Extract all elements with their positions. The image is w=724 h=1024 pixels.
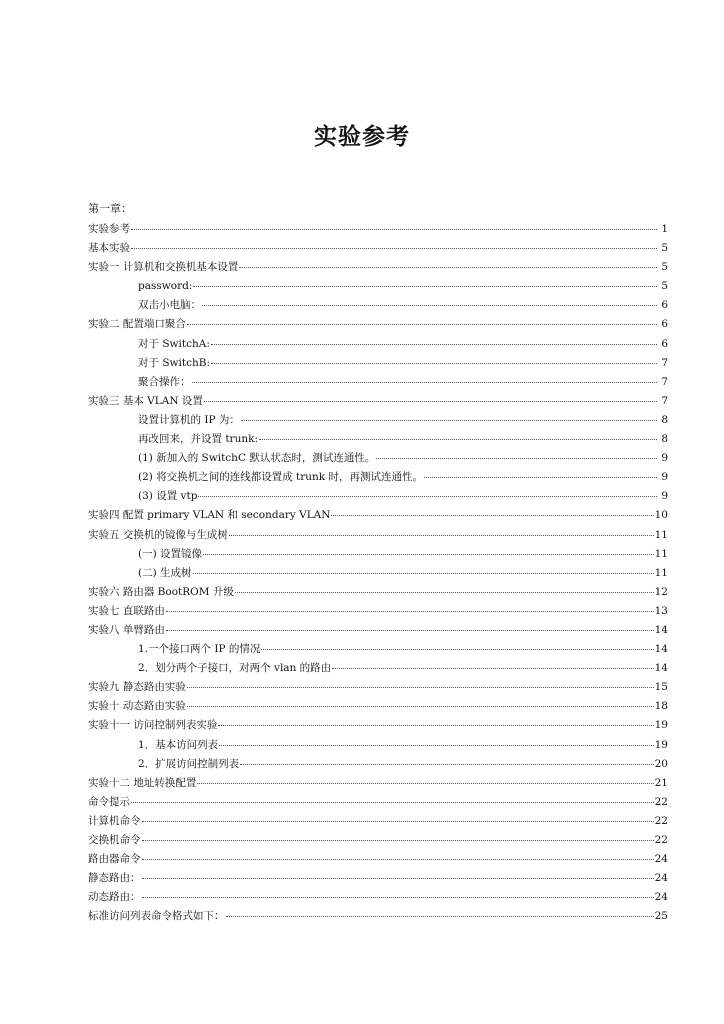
- toc-entry-label: 双击小电脑：: [138, 299, 201, 312]
- toc-page-number: 5: [661, 280, 668, 293]
- toc-entry-label: 实验十 动态路由实验: [88, 700, 186, 713]
- toc-dot-leader: [131, 802, 654, 803]
- toc-entry-label: 对于 SwitchA:: [138, 337, 210, 350]
- toc-entry[interactable]: [88, 716, 668, 735]
- toc-entry-label: 实验三 基本 VLAN 设置: [88, 394, 203, 407]
- toc-entry-label: 实验八 单臂路由: [88, 623, 165, 636]
- toc-entry[interactable]: [88, 774, 668, 793]
- toc-page-number: 7: [661, 375, 668, 388]
- toc-page-number: 11: [654, 547, 668, 560]
- toc-entry[interactable]: [88, 335, 668, 354]
- toc-dot-leader: [235, 592, 654, 593]
- toc-entry-label: 路由器命令: [88, 853, 141, 866]
- toc-dot-leader: [240, 764, 653, 765]
- toc-entry[interactable]: [88, 526, 668, 545]
- toc-dot-leader: [198, 496, 657, 497]
- toc-dot-leader: [142, 878, 654, 879]
- toc-entry-label: (2) 将交换机之间的连线都设置成 trunk 时，再测试连通性。: [138, 471, 424, 484]
- toc-page-number: 14: [654, 643, 668, 656]
- toc-dot-leader: [193, 286, 657, 287]
- toc-page-number: 20: [654, 757, 668, 770]
- toc-page-number: 6: [661, 318, 668, 331]
- toc-entry[interactable]: [88, 888, 668, 907]
- toc-dot-leader: [187, 324, 657, 325]
- toc-entry[interactable]: [88, 755, 668, 774]
- toc-entry-label: 实验六 路由器 BootROM 升级: [88, 585, 234, 598]
- toc-page-number: 1: [661, 223, 668, 235]
- toc-dot-leader: [142, 859, 654, 860]
- toc-dot-leader: [204, 401, 657, 402]
- toc-dot-leader: [202, 305, 657, 306]
- toc-entry-label: 1．基本访问列表: [138, 738, 219, 751]
- toc-dot-leader: [239, 267, 657, 268]
- toc-entry-label: 静态路由：: [88, 872, 141, 885]
- toc-entry[interactable]: [88, 831, 668, 850]
- toc-entry-label: 实验二 配置端口聚合: [88, 318, 186, 331]
- toc-dot-leader: [226, 916, 654, 917]
- toc-dot-leader: [203, 554, 654, 555]
- toc-dot-leader: [211, 344, 657, 345]
- toc-entry[interactable]: [88, 564, 668, 583]
- toc-dot-leader: [142, 840, 654, 841]
- toc-page-number: 9: [661, 452, 668, 465]
- toc-dot-leader: [187, 706, 654, 707]
- toc-entry-label: (二) 生成树: [138, 566, 192, 579]
- toc-entry[interactable]: [88, 411, 668, 430]
- toc-entry[interactable]: [88, 907, 668, 926]
- toc-entry-label: (1) 新加入的 SwitchC 默认状态时，测试连通性。: [138, 452, 376, 465]
- toc-dot-leader: [332, 668, 653, 669]
- toc-entry[interactable]: [88, 697, 668, 716]
- toc-page-number: 7: [661, 394, 668, 407]
- toc-entry-label: 实验五 交换机的镜像与生成树: [88, 528, 228, 541]
- toc-page-number: 9: [661, 471, 668, 484]
- toc-dot-leader: [187, 687, 654, 688]
- toc-entry[interactable]: [88, 468, 668, 487]
- toc-dot-leader: [261, 649, 653, 650]
- toc-page-number: 8: [661, 413, 668, 426]
- toc-dot-leader: [131, 248, 657, 249]
- toc-page-number: 24: [654, 872, 668, 885]
- toc-page-number: 5: [661, 242, 668, 255]
- toc-dot-leader: [376, 458, 657, 459]
- toc-page-number: 19: [654, 719, 668, 732]
- toc-entry[interactable]: [88, 220, 668, 239]
- toc-page-number: 11: [654, 528, 668, 541]
- toc-entry-label: 计算机命令: [88, 814, 141, 827]
- toc-page-number: 24: [654, 891, 668, 904]
- toc-entry-label: 命令提示: [88, 795, 130, 808]
- toc-entry[interactable]: [88, 449, 668, 468]
- toc-entry[interactable]: [88, 869, 668, 888]
- toc-entry-label: 2．扩展访问控制列表: [138, 757, 240, 770]
- toc-dot-leader: [219, 745, 653, 746]
- toc-dot-leader: [331, 515, 653, 516]
- toc-page-number: 19: [654, 738, 668, 751]
- toc-page-number: 24: [654, 853, 668, 866]
- toc-page-number: 21: [654, 776, 668, 789]
- toc-dot-leader: [424, 477, 657, 478]
- toc-entry[interactable]: [88, 258, 668, 277]
- toc-dot-leader: [192, 382, 658, 383]
- page-title: 实验参考: [314, 124, 410, 150]
- toc-page-number: 13: [654, 604, 668, 617]
- toc-entry-label: 1.一个接口两个 IP 的情况: [138, 643, 261, 656]
- toc-entry-label: password:: [138, 280, 193, 293]
- toc-entry[interactable]: [88, 296, 668, 315]
- toc-page-number: 14: [654, 623, 668, 636]
- toc-entry-label: 实验四 配置 primary VLAN 和 secondary VLAN: [88, 509, 331, 522]
- toc-entry-label: (一) 设置镜像: [138, 547, 203, 560]
- toc-entry[interactable]: [88, 602, 668, 621]
- toc-dot-leader: [229, 535, 654, 536]
- toc-entry-label: 实验七 直联路由: [88, 604, 165, 617]
- toc-page-number: 10: [654, 509, 668, 522]
- toc-entry[interactable]: [88, 812, 668, 831]
- toc-dot-leader: [259, 439, 657, 440]
- toc-entry-label: 2．划分两个子接口，对两个 vlan 的路由: [138, 662, 332, 675]
- toc-entry[interactable]: [88, 793, 668, 812]
- toc-entry[interactable]: [88, 373, 668, 392]
- toc-entry[interactable]: [88, 659, 668, 678]
- toc-entry[interactable]: [88, 506, 668, 525]
- toc-page-number: 14: [654, 662, 668, 675]
- toc-entry[interactable]: [88, 487, 668, 506]
- toc-page-number: 8: [661, 433, 668, 446]
- toc-entry-label: 基本实验: [88, 242, 130, 255]
- toc-entry-label: 动态路由：: [88, 891, 141, 904]
- toc-entry[interactable]: [88, 277, 668, 296]
- table-of-contents: [88, 220, 668, 926]
- toc-page-number: 18: [654, 700, 668, 713]
- toc-page-number: 12: [654, 585, 668, 598]
- toc-entry[interactable]: [88, 621, 668, 640]
- toc-entry-label: 实验参考: [88, 223, 130, 235]
- toc-entry[interactable]: [88, 583, 668, 602]
- toc-entry[interactable]: [88, 850, 668, 869]
- toc-entry-label: 交换机命令: [88, 834, 141, 846]
- toc-page-number: 6: [661, 299, 668, 312]
- toc-entry-label: 再改回来，并设置 trunk:: [138, 433, 259, 446]
- toc-page-number: 15: [654, 681, 668, 694]
- toc-dot-leader: [241, 420, 657, 421]
- toc-entry-label: 实验十一 访问控制列表实验: [88, 719, 218, 732]
- chapter-label: 第一章：: [88, 202, 132, 215]
- toc-dot-leader: [131, 229, 657, 230]
- toc-entry[interactable]: [88, 430, 668, 449]
- toc-entry-label: 实验九 静态路由实验: [88, 681, 186, 694]
- toc-page-number: 22: [654, 834, 668, 846]
- toc-entry-label: 聚合操作：: [138, 375, 191, 388]
- toc-dot-leader: [218, 725, 653, 726]
- toc-dot-leader: [193, 573, 654, 574]
- toc-entry-label: 实验十二 地址转换配置: [88, 776, 197, 789]
- toc-page-number: 11: [654, 566, 668, 579]
- toc-dot-leader: [211, 363, 657, 364]
- toc-dot-leader: [166, 611, 654, 612]
- toc-page-number: 22: [654, 795, 668, 808]
- toc-entry[interactable]: [88, 678, 668, 697]
- toc-entry-label: 标准访问列表命令格式如下：: [88, 910, 225, 923]
- toc-entry-label: 实验一 计算机和交换机基本设置: [88, 261, 239, 274]
- toc-entry[interactable]: [88, 392, 668, 411]
- toc-dot-leader: [197, 783, 653, 784]
- toc-page-number: 9: [661, 490, 668, 503]
- toc-page-number: 7: [661, 356, 668, 369]
- toc-page-number: 5: [661, 261, 668, 274]
- toc-dot-leader: [142, 821, 654, 822]
- toc-entry-label: 对于 SwitchB:: [138, 356, 210, 369]
- toc-entry[interactable]: [88, 239, 668, 258]
- toc-dot-leader: [142, 897, 654, 898]
- toc-entry-label: (3) 设置 vtp: [138, 490, 198, 503]
- toc-dot-leader: [166, 630, 654, 631]
- toc-page-number: 25: [654, 910, 668, 923]
- toc-page-number: 22: [654, 814, 668, 827]
- toc-entry[interactable]: [88, 640, 668, 659]
- toc-entry[interactable]: [88, 736, 668, 755]
- toc-entry[interactable]: [88, 315, 668, 334]
- toc-entry-label: 设置计算机的 IP 为：: [138, 413, 240, 426]
- toc-entry[interactable]: [88, 354, 668, 373]
- toc-entry[interactable]: [88, 545, 668, 564]
- toc-page-number: 6: [661, 337, 668, 350]
